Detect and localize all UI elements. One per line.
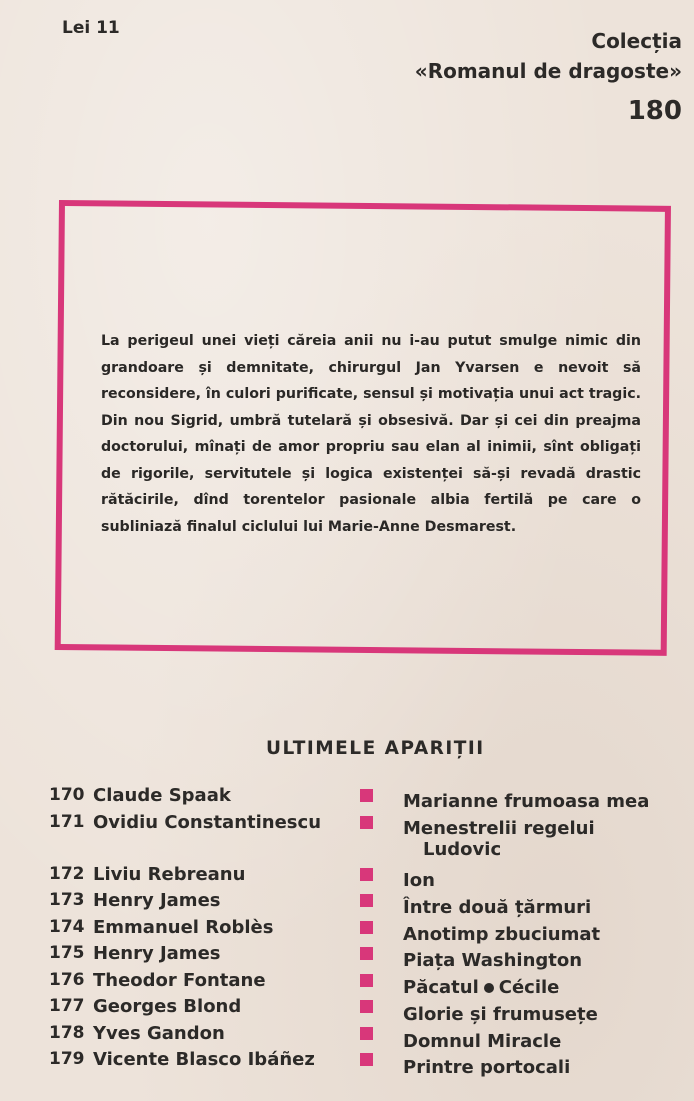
bullet-square-icon — [360, 894, 373, 907]
bullet-square-icon — [360, 1027, 373, 1040]
bullet-square-icon — [360, 974, 373, 987]
item-author: Liviu Rebreanu — [93, 864, 246, 885]
bullet-square-icon — [360, 789, 373, 802]
item-author: Emmanuel Roblès — [93, 917, 274, 938]
item-title-continued: Ludovic — [423, 839, 502, 860]
item-title: Între două țărmuri — [403, 897, 592, 918]
item-title — [403, 977, 559, 998]
item-author: Claude Spaak — [93, 785, 231, 806]
bullet-square-icon — [360, 947, 373, 960]
item-title: Menestrelii regelui — [403, 818, 595, 839]
item-number: 179 — [49, 1049, 85, 1069]
item-title: Anotimp zbuciumat — [403, 924, 601, 945]
item-title: Marianne frumoasa mea — [403, 791, 650, 812]
item-author: Vicente Blasco Ibáñez — [93, 1049, 315, 1070]
item-author: Theodor Fontane — [93, 970, 266, 991]
item-number: 176 — [49, 970, 85, 990]
item-title-part: Cécile — [498, 977, 560, 998]
bullet-square-icon — [360, 868, 373, 881]
blurb-text: La perigeul unei vieți căreia anii nu i-au putut smulge nimic din grandoare și demnitate, chirurgul Jan Yvarsen e nevoit să reconsidere, în culori purificate, sensul și motivația unui act tragic. Din nou Sigrid, umbră tutelară și obsesivă. Dar și cei din preajma doctorului, mînați de amor propriu sau elan al inimii, sînt obligați de rigorile, servitutele și logica existenței să-și revadă drastic rătăcirile, dînd torentelor pasionale albia fertilă pe care o subliniază finalul ciclului lui Marie-Anne Desmarest. — [101, 333, 641, 535]
item-author: Henry James — [93, 943, 221, 964]
item-number: 172 — [49, 864, 85, 884]
item-title: Ion — [403, 870, 435, 891]
item-author: Yves Gandon — [93, 1023, 225, 1044]
collection-header — [415, 26, 682, 134]
item-number: 178 — [49, 1023, 85, 1043]
item-number: 173 — [49, 890, 85, 910]
item-author: Henry James — [93, 890, 221, 911]
item-number: 177 — [49, 996, 85, 1016]
item-title: Glorie și frumusețe — [403, 1004, 598, 1025]
item-number: 171 — [49, 812, 85, 832]
price-label: Lei 11 — [62, 18, 120, 38]
recent-titles-heading: ULTIMELE APARIȚII — [266, 738, 485, 759]
volume-number: 180 — [627, 96, 682, 126]
collection-label: Colecția — [591, 29, 682, 53]
item-number: 170 — [49, 785, 85, 805]
item-title: Piața Washington — [403, 950, 583, 971]
item-title: Printre portocali — [403, 1057, 571, 1078]
item-number: 175 — [49, 943, 85, 963]
item-title-part: Păcatul — [403, 977, 479, 998]
bullet-square-icon — [360, 1000, 373, 1013]
item-title: Domnul Miracle — [403, 1031, 562, 1052]
collection-name: «Romanul de dragoste» — [414, 59, 682, 83]
item-author: Ovidiu Constantinescu — [93, 812, 322, 833]
separator-dot-icon — [484, 983, 494, 993]
bullet-square-icon — [360, 1053, 373, 1066]
bullet-square-icon — [360, 816, 373, 829]
bullet-square-icon — [360, 921, 373, 934]
item-author: Georges Blond — [93, 996, 242, 1017]
item-number: 174 — [49, 917, 85, 937]
